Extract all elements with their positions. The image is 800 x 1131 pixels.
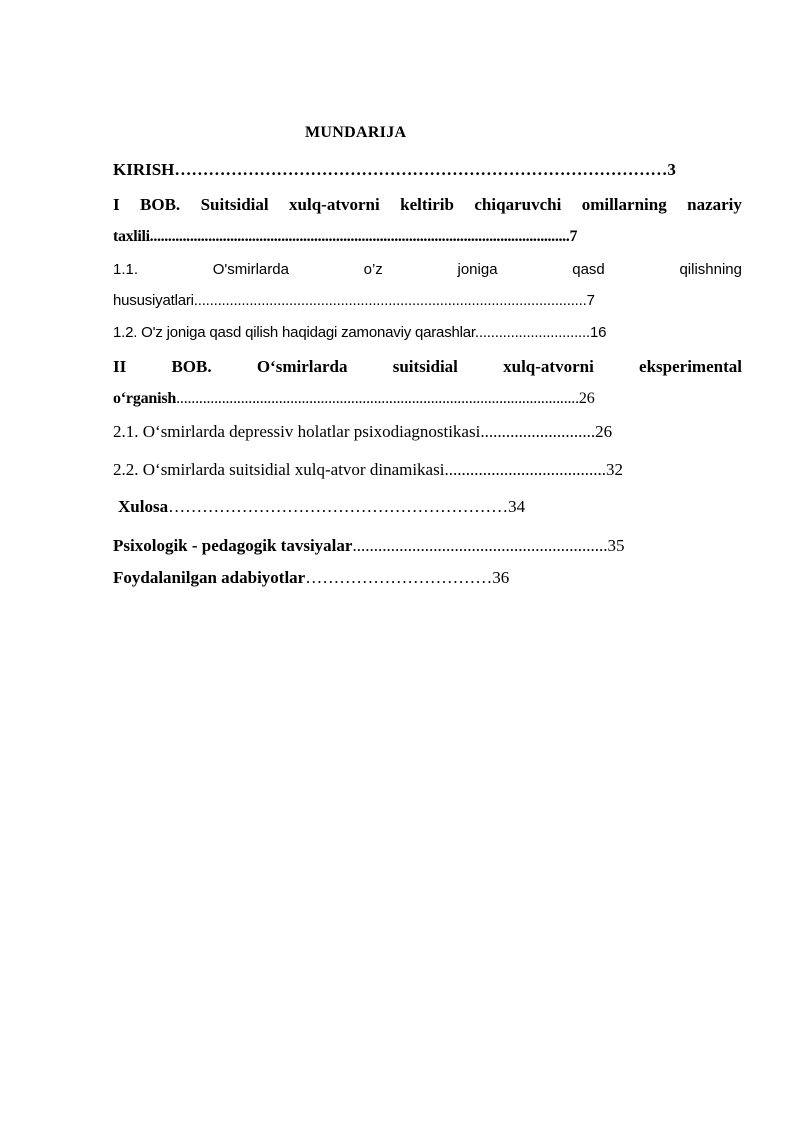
toc-page-number: 34: [508, 497, 526, 516]
toc-entry-label: 1.2. O'z joniga qasd qilish haqidagi zamonaviy qarashlar: [113, 324, 475, 341]
toc-word: nazariy: [687, 195, 742, 214]
toc-leader: ...................................................................................................: [193, 292, 587, 309]
toc-leader: ……………………………: [305, 568, 493, 587]
toc-page-number: 7: [586, 292, 595, 309]
toc-word: keltirib: [400, 195, 454, 214]
toc-entry-section-1-2: [113, 323, 606, 343]
toc-word: II: [113, 357, 127, 376]
toc-word: O‘smirlarda: [256, 357, 348, 376]
toc-entry-section-1-1-line2: [113, 291, 595, 311]
toc-word: xulq-atvorni: [503, 357, 594, 376]
toc-entry-label: taxlili: [113, 228, 150, 245]
toc-word: o’z: [363, 261, 383, 278]
toc-entry-label: o‘rganish: [113, 390, 177, 407]
toc-leader: ...................................................................................................................: [149, 228, 570, 245]
toc-word: 1.1.: [113, 261, 139, 278]
toc-page-number: 16: [589, 324, 607, 341]
toc-word: Suitsidial: [200, 195, 269, 214]
toc-leader: ..........................................................................................................: [176, 390, 579, 407]
toc-page-number: 36: [492, 568, 510, 587]
toc-entry-adabiyotlar: [113, 568, 509, 588]
toc-page-number: 3: [667, 160, 676, 179]
toc-word: omillarning: [581, 195, 667, 214]
toc-entry-label: 2.1. O‘smirlarda depressiv holatlar psixodiagnostikasi: [113, 422, 481, 441]
toc-entry-xulosa: [118, 497, 525, 517]
toc-word: joniga: [457, 261, 498, 278]
toc-entry-label: hususiyatlari: [113, 292, 194, 309]
toc-leader: ............................................................: [352, 536, 608, 555]
toc-word: eksperimental: [639, 357, 742, 376]
toc-word: qilishning: [679, 261, 742, 278]
toc-entry-label: 2.2. O‘smirlarda suitsidial xulq-atvor dinamikasi: [113, 460, 445, 479]
toc-entry-section-2-2: [113, 460, 623, 480]
toc-entry-chapter2-line2: [113, 389, 595, 409]
toc-page-number: 26: [578, 390, 595, 407]
toc-leader: ……………………………………………………………………………: [174, 160, 668, 179]
toc-word: O'smirlarda: [212, 261, 289, 278]
toc-entry-label: KIRISH: [113, 160, 175, 179]
page-title: MUNDARIJA: [305, 124, 407, 141]
toc-entry-label: Psixologik - pedagogik tavsiyalar: [113, 536, 353, 555]
toc-entry-label: Xulosa: [118, 497, 169, 516]
toc-leader: ...........................: [480, 422, 596, 441]
toc-word: BOB.: [140, 195, 181, 214]
toc-page-number: 7: [569, 228, 578, 245]
toc-word: BOB.: [171, 357, 212, 376]
toc-entry-tavsiyalar: [113, 536, 624, 556]
toc-leader: ......................................: [444, 460, 606, 479]
toc-entry-chapter2-line1: [113, 357, 742, 377]
toc-word: qasd: [572, 261, 605, 278]
toc-word: suitsidial: [392, 357, 458, 376]
toc-page-number: 35: [607, 536, 625, 555]
toc-entry-chapter1-line1: [113, 195, 742, 215]
toc-entry-chapter1-line2: [113, 227, 577, 247]
toc-page-number: 26: [595, 422, 613, 441]
toc-word: chiqaruvchi: [474, 195, 562, 214]
toc-entry-label: Foydalanilgan adabiyotlar: [113, 568, 306, 587]
toc-entry-section-2-1: [113, 422, 612, 442]
toc-entry-kirish: [113, 160, 676, 180]
toc-page-number: 32: [605, 460, 623, 479]
toc-word: I: [113, 195, 120, 214]
toc-word: xulq-atvorni: [289, 195, 380, 214]
toc-leader: ……………………………………………………: [168, 497, 509, 516]
toc-entry-section-1-1-line1: [113, 260, 742, 280]
toc-leader: .............................: [474, 324, 590, 341]
